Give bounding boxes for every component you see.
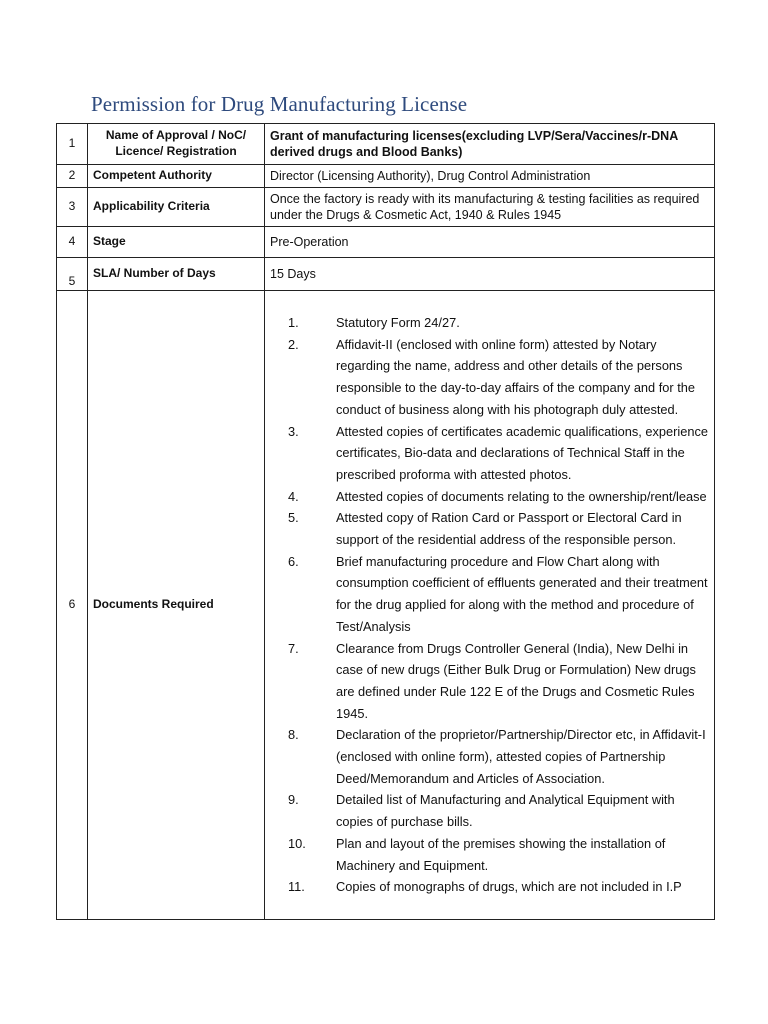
item-number: 5. xyxy=(288,510,299,526)
documents-cell xyxy=(265,291,715,920)
row-value: Director (Licensing Authority), Drug Control Administration xyxy=(265,165,715,188)
list-item xyxy=(270,833,709,876)
license-details-table xyxy=(56,123,715,920)
table-row xyxy=(57,124,715,165)
row-label: SLA/ Number of Days xyxy=(88,258,265,291)
row-number: 4 xyxy=(57,227,88,258)
item-text: Attested copies of certificates academic qualifications, experience certificates, Bio-data and declarations of Technical Staff in the prescribed proforma with attested photos. xyxy=(336,423,709,482)
item-text: Clearance from Drugs Controller General (India), New Delhi in case of new drugs (Either Bulk Drug or Formulation) New drugs are defined under Rule 122 E of the Drugs and Cosmetic Rules 1945. xyxy=(336,640,696,721)
row-number: 1 xyxy=(57,124,88,165)
item-text: Declaration of the proprietor/Partnership/Director etc, in Affidavit-I (enclosed with online form), attested copies of Partnership Deed/Memorandum and Articles of Association. xyxy=(336,727,706,786)
item-number: 6. xyxy=(288,553,299,569)
row-label: Competent Authority xyxy=(88,165,265,188)
item-number: 9. xyxy=(288,792,299,808)
list-item xyxy=(270,876,709,898)
item-number: 8. xyxy=(288,727,299,743)
item-number: 4. xyxy=(288,488,299,504)
row-number: 6 xyxy=(57,291,88,920)
row-label: Name of Approval / NoC/ Licence/ Registration xyxy=(88,124,265,165)
list-item xyxy=(270,638,709,725)
documents-list xyxy=(270,312,709,898)
list-item xyxy=(270,421,709,486)
table-row xyxy=(57,165,715,188)
row-label: Documents Required xyxy=(88,291,265,920)
row-value: 15 Days xyxy=(265,258,715,291)
list-item xyxy=(270,334,709,421)
item-text: Affidavit-II (enclosed with online form) attested by Notary regarding the name, address and other details of the persons responsible to the day-to-day affairs of the company and for the conduct of business along with his photograph duly attested. xyxy=(336,336,696,417)
table-row xyxy=(57,258,715,291)
row-number: 2 xyxy=(57,165,88,188)
table-row xyxy=(57,227,715,258)
item-number: 11. xyxy=(288,879,305,895)
row-label: Stage xyxy=(88,227,265,258)
item-text: Plan and layout of the premises showing the installation of Machinery and Equipment. xyxy=(336,835,666,873)
item-number: 10. xyxy=(288,835,306,851)
item-number: 1. xyxy=(288,315,299,330)
item-text: Detailed list of Manufacturing and Analytical Equipment with copies of purchase bills. xyxy=(336,792,675,830)
item-text: Copies of monographs of drugs, which are not included in I.P xyxy=(336,879,682,895)
table-row xyxy=(57,291,715,920)
row-value: Once the factory is ready with its manufacturing & testing facilities as required under the Drugs & Cosmetic Act, 1940 & Rules 1945 xyxy=(265,188,715,227)
table-row xyxy=(57,188,715,227)
list-item xyxy=(270,486,709,508)
item-number: 2. xyxy=(288,336,299,352)
item-number: 7. xyxy=(288,640,299,656)
list-item xyxy=(270,551,709,638)
list-item xyxy=(270,312,709,334)
item-text: Brief manufacturing procedure and Flow Chart along with consumption coefficient of effluents generated and their treatment for the drug applied for along with the method and procedure of Test/Analysis xyxy=(336,553,708,634)
row-value: Grant of manufacturing licenses(excluding LVP/Sera/Vaccines/r-DNA derived drugs and Blood Banks) xyxy=(265,124,715,165)
row-number: 5 xyxy=(57,258,88,291)
list-item xyxy=(270,789,709,832)
item-number: 3. xyxy=(288,423,299,439)
list-item xyxy=(270,724,709,789)
item-text: Attested copy of Ration Card or Passport or Electoral Card in support of the residential address of the responsible person. xyxy=(336,510,682,548)
item-text: Statutory Form 24/27. xyxy=(336,315,460,330)
row-label: Applicability Criteria xyxy=(88,188,265,227)
page-title: Permission for Drug Manufacturing License xyxy=(91,92,468,116)
row-number: 3 xyxy=(57,188,88,227)
list-item xyxy=(270,507,709,550)
row-value: Pre-Operation xyxy=(265,227,715,258)
item-text: Attested copies of documents relating to the ownership/rent/lease xyxy=(336,488,707,504)
